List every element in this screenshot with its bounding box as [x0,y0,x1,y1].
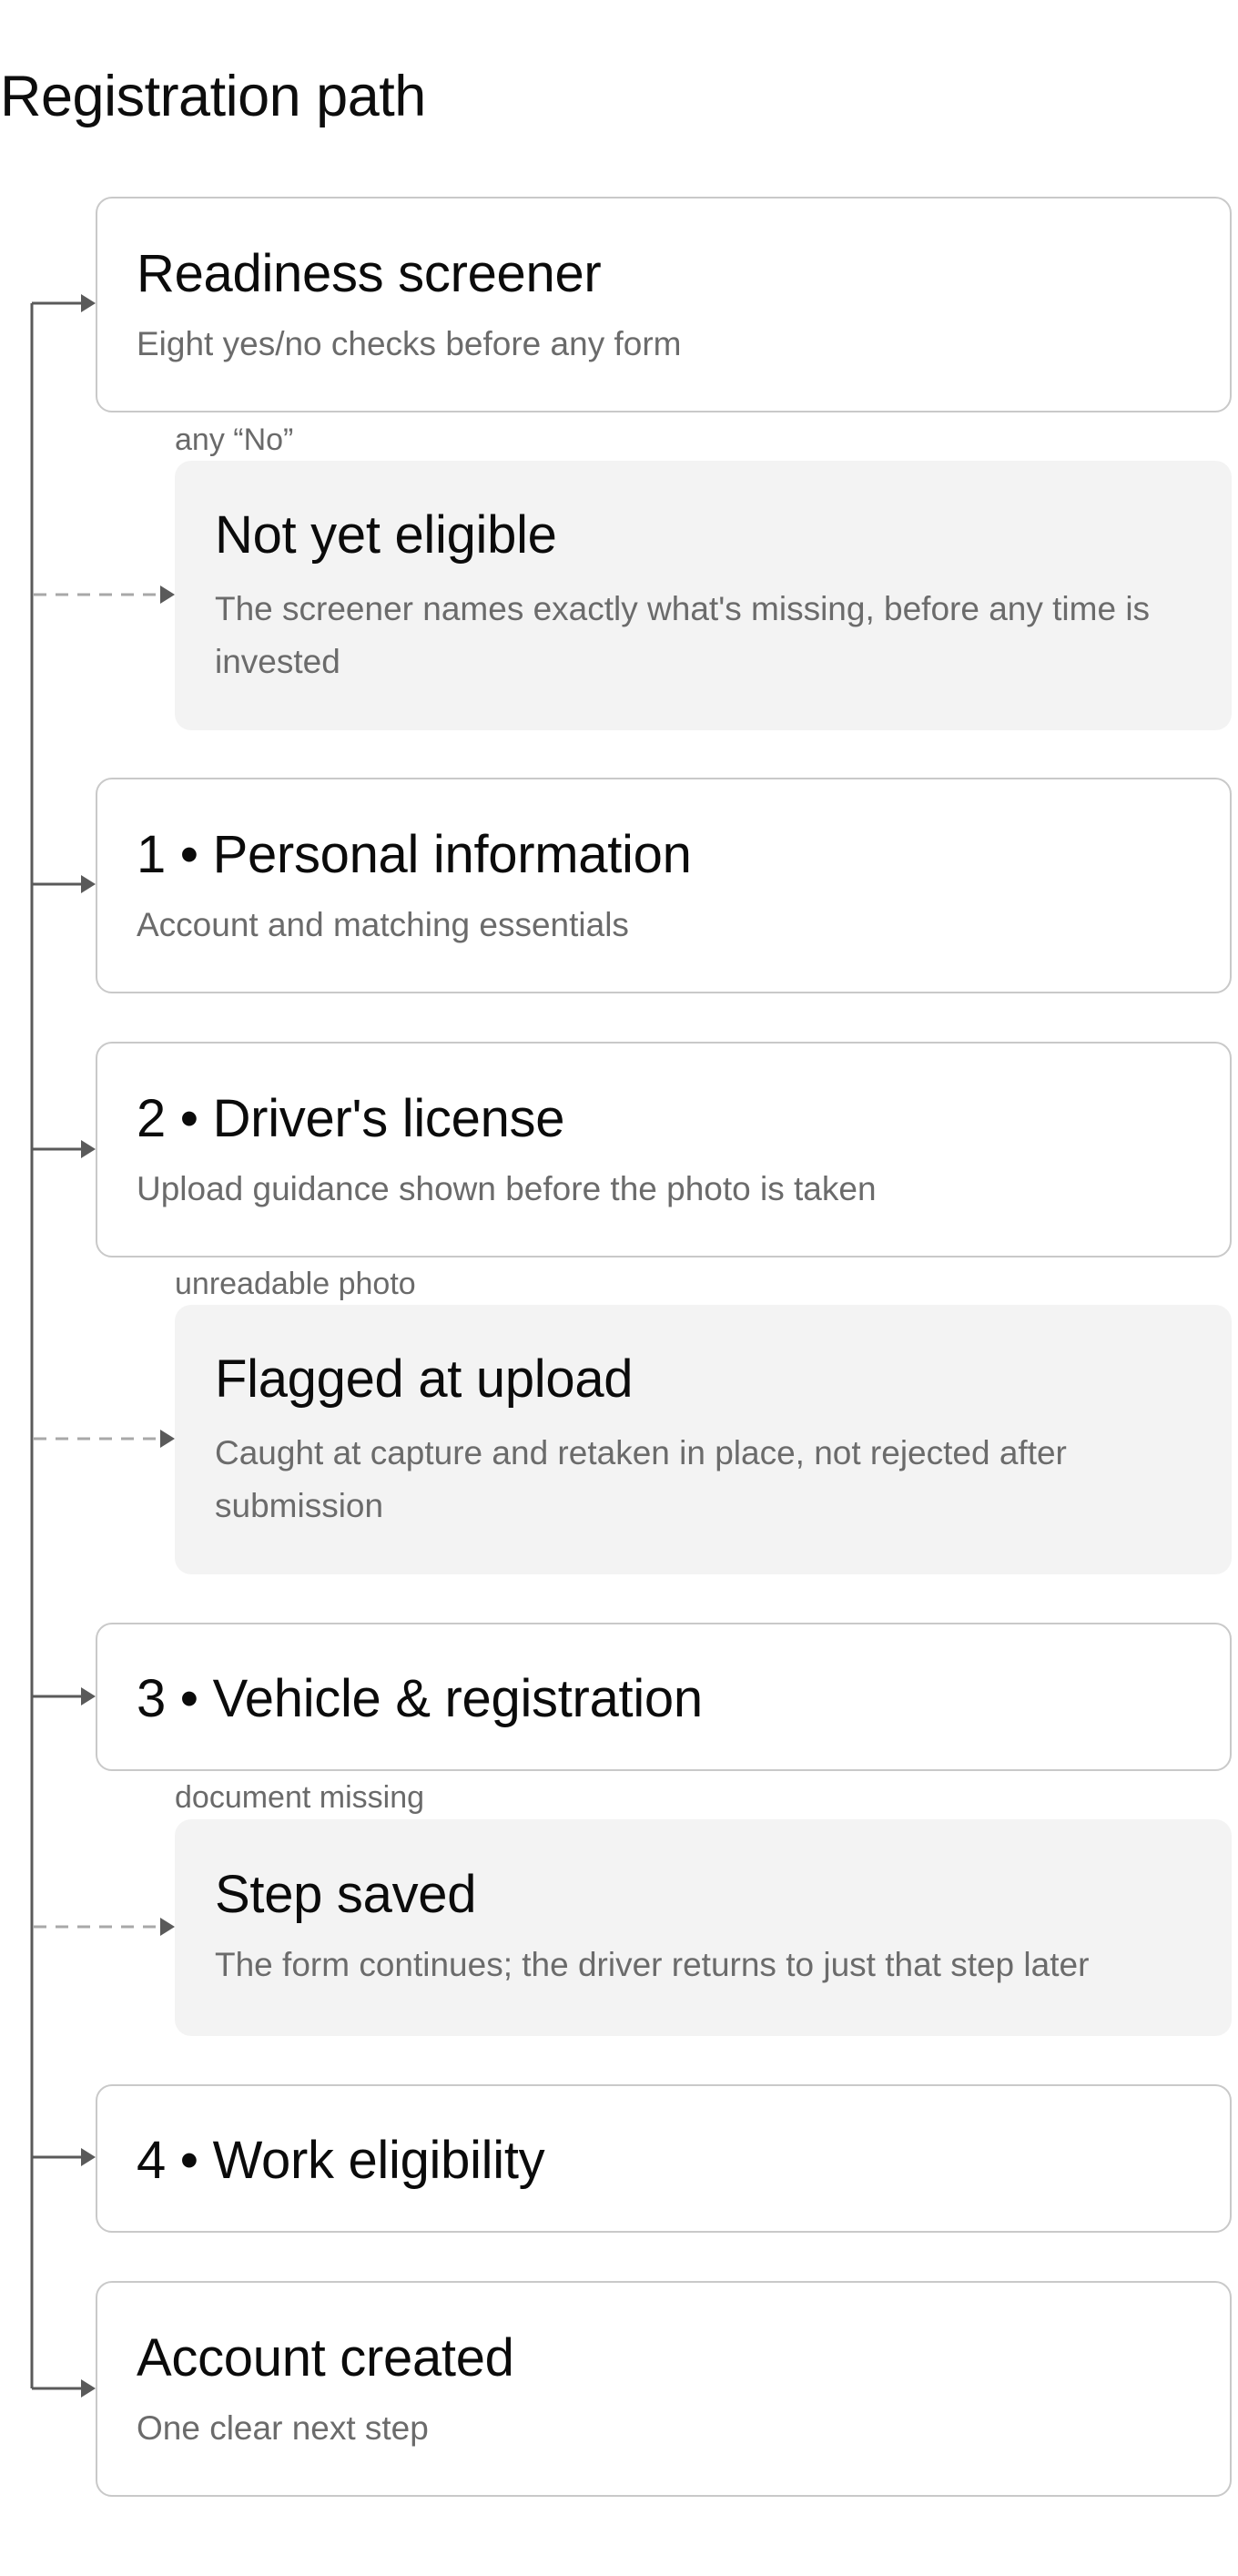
exception-title: Flagged at upload [215,1349,634,1409]
step-description: One clear next step [137,2409,429,2447]
branch-label-document-missing: document missing [175,1780,425,1815]
step-title: 2 • Driver's license [137,1089,565,1148]
step-card-vehicle-registration [96,1623,1232,1771]
dashed-arrow-to-node-4 [34,1430,175,1448]
step-description: Account and matching essentials [137,906,629,943]
branch-label-unreadable-photo: unreadable photo [175,1267,416,1301]
exception-description: The form continues; the driver returns to just that step later [215,1946,1090,1983]
step-title: 4 • Work eligibility [137,2131,545,2190]
step-card-account-created [96,2281,1232,2497]
arrow-to-node-0 [32,294,96,312]
step-title: 3 • Vehicle & registration [137,1669,703,1728]
arrow-to-node-7 [32,2148,96,2166]
step-card-personal-information [96,778,1232,993]
exception-description: Caught at capture and retaken in place, not rejected after submission [215,1434,1067,1524]
arrow-to-node-3 [32,1140,96,1158]
arrow-to-node-2 [32,875,96,893]
step-title: 1 • Personal information [137,825,692,884]
step-card-work-eligibility [96,2084,1232,2233]
step-description: Upload guidance shown before the photo is taken [137,1170,877,1207]
dashed-arrow-to-node-1 [34,585,175,604]
exception-title: Not yet eligible [215,505,557,565]
step-description: Eight yes/no checks before any form [137,325,682,362]
step-card-drivers-license [96,1042,1232,1257]
dashed-arrow-to-node-6 [34,1918,175,1936]
exception-description: The screener names exactly what's missing, before any time is invested [215,590,1151,680]
arrow-to-node-5 [32,1687,96,1705]
step-title: Readiness screener [137,244,602,303]
exception-card-not-yet-eligible [175,461,1232,730]
exception-card-step-saved [175,1819,1232,2036]
page-title: Registration path [0,65,426,128]
exception-title: Step saved [215,1865,477,1924]
step-title: Account created [137,2328,514,2388]
step-card-readiness-screener [96,197,1232,412]
branch-label-any-no: any “No” [175,423,294,457]
arrow-to-node-8 [32,2379,96,2398]
exception-card-flagged-at-upload [175,1305,1232,1574]
